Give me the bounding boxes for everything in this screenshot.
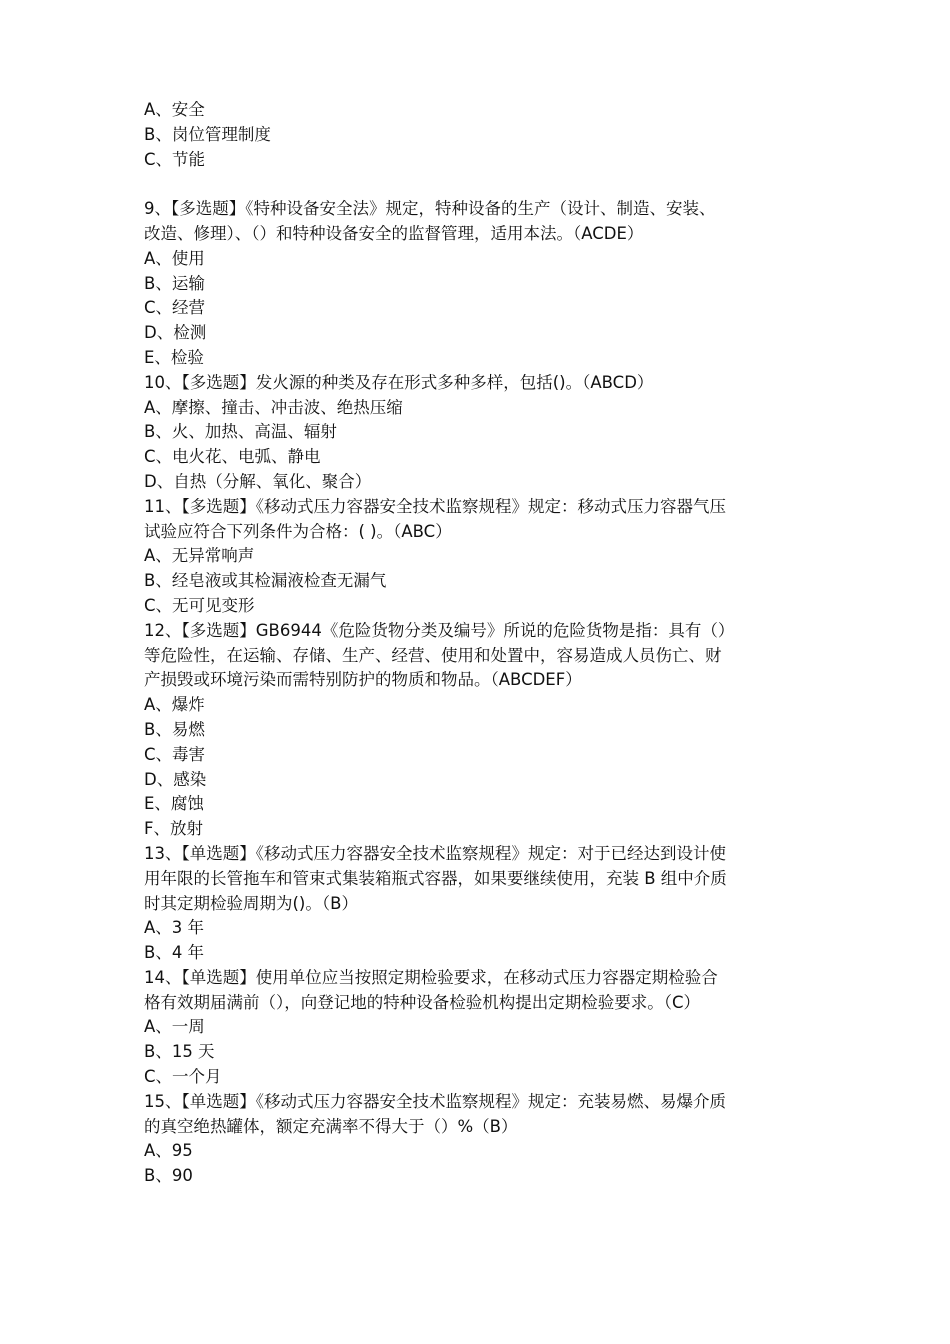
option-text: F、放射 [144,819,203,839]
option-text: D、自热（分解、氧化、聚合） [144,471,372,491]
question-text: 12、【多选题】GB6944《危险货物分类及编号》所说的危险货物是指：具有（） [144,620,735,640]
question-text: 等危险性，在运输、存储、生产、经营、使用和处置中，容易造成人员伤亡、财 [144,645,722,665]
question-text: 产损毁或环境污染而需特别防护的物质和物品。（ABCDEF） [144,670,582,690]
option-text: C、节能 [144,149,206,169]
option-text: B、易燃 [144,719,205,739]
option-text: D、检测 [144,323,207,343]
question-15 [144,1090,824,1189]
question-14 [144,966,824,1090]
option-text: B、15 天 [144,1042,215,1062]
question-text: 试验应符合下列条件为合格：( )。（ABC） [144,521,452,541]
question-text: 9、【多选题】《特种设备安全法》规定，特种设备的生产（设计、制造、安装、 [144,199,716,219]
option-text: B、岗位管理制度 [144,124,271,144]
option-text: E、检验 [144,347,204,367]
option-text: E、腐蚀 [144,794,204,814]
question-12 [144,619,824,842]
option-text: A、爆炸 [144,695,205,715]
option-text: A、95 [144,1141,193,1161]
document-page [144,98,824,1189]
option-text: A、摩擦、撞击、冲击波、绝热压缩 [144,397,403,417]
blank-line [144,172,824,197]
question-text: 格有效期届满前（），向登记地的特种设备检验机构提出定期检验要求。（C） [144,992,701,1012]
option-text: B、90 [144,1166,193,1186]
option-text: C、一个月 [144,1067,222,1087]
question-13 [144,842,824,966]
question-text: 改造、修理）、（）和特种设备安全的监督管理，适用本法。（ACDE） [144,223,644,243]
option-text: A、3 年 [144,918,205,938]
option-text: A、使用 [144,248,205,268]
question-9 [144,197,824,371]
question-10 [144,371,824,495]
question-text: 用年限的长管拖车和管束式集装箱瓶式容器，如果要继续使用，充装 B 组中介质 [144,868,727,888]
option-text: B、经皂液或其检漏液检查无漏气 [144,571,387,591]
question-text: 10、【多选题】发火源的种类及存在形式多种多样，包括()。（ABCD） [144,372,654,392]
question-text: 13、【单选题】《移动式压力容器安全技术监察规程》规定：对于已经达到设计使 [144,843,726,863]
option-text: C、毒害 [144,744,206,764]
question-11 [144,495,824,619]
option-text: B、火、加热、高温、辐射 [144,422,337,442]
option-text: D、感染 [144,769,207,789]
lead-options [144,98,824,172]
option-text: B、4 年 [144,943,205,963]
question-text: 时其定期检验周期为()。（B） [144,893,358,913]
option-text: B、运输 [144,273,205,293]
option-text: C、经营 [144,298,206,318]
question-text: 14、【单选题】使用单位应当按照定期检验要求，在移动式压力容器定期检验合 [144,967,718,987]
option-text: A、一周 [144,1017,205,1037]
question-text: 15、【单选题】《移动式压力容器安全技术监察规程》规定：充装易燃、易爆介质 [144,1091,726,1111]
question-text: 的真空绝热罐体，额定充满率不得大于（）%（B） [144,1116,518,1136]
option-text: C、无可见变形 [144,595,255,615]
option-text: C、电火花、电弧、静电 [144,447,321,467]
question-text: 11、【多选题】《移动式压力容器安全技术监察规程》规定：移动式压力容器气压 [144,496,726,516]
option-text: A、安全 [144,100,205,119]
option-text: A、无异常响声 [144,546,255,566]
